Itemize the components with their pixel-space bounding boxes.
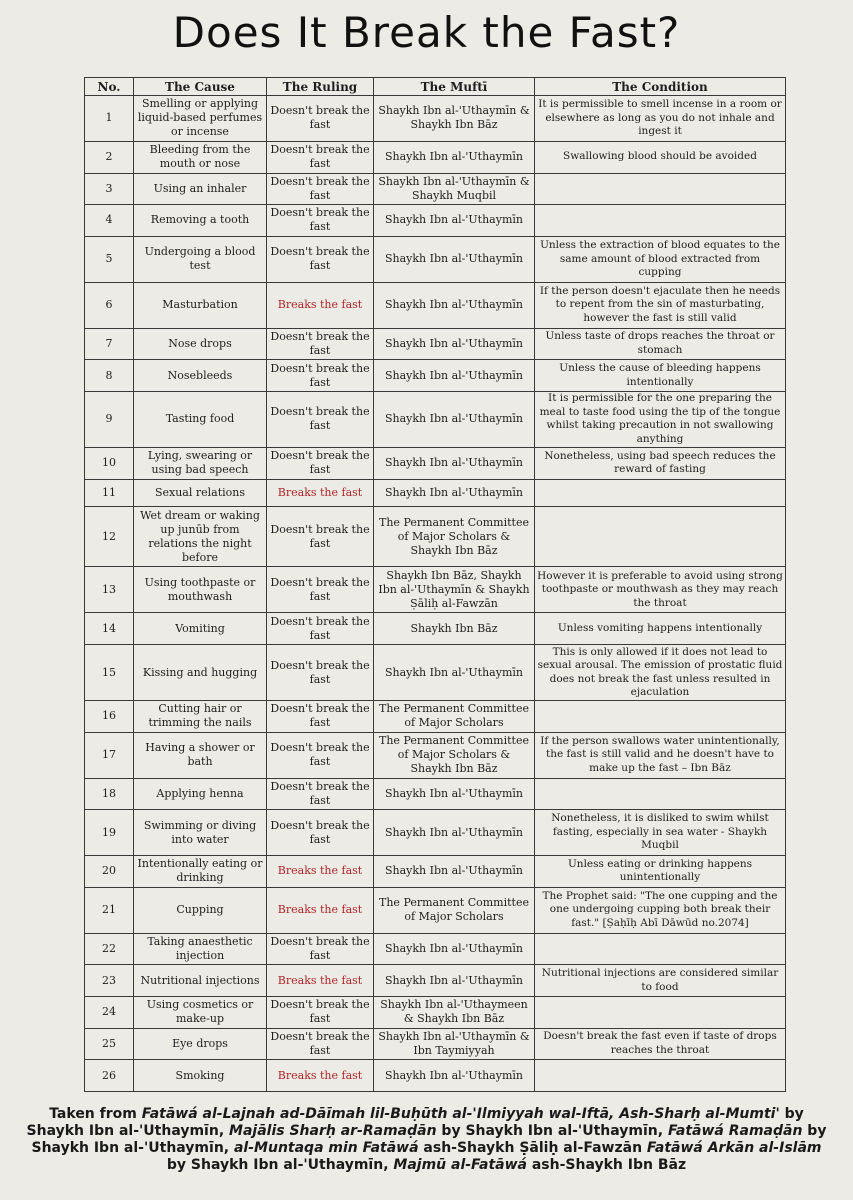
mufti-cell: Shaykh Ibn al-'Uthaymīn — [374, 644, 535, 700]
condition-cell: The Prophet said: "The one cupping and the one undergoing cupping both break their fast." [Ṣaḥīḥ Abī Dāwūd no.2074] — [535, 887, 786, 933]
condition-cell: If the person swallows water unintentionally, the fast is still valid and he doesn't have to make up the fast – Ibn Bāz — [535, 732, 786, 778]
row-number: 8 — [85, 360, 134, 392]
condition-cell: Unless the extraction of blood equates to the same amount of blood extracted from cupping — [535, 236, 786, 282]
header-ruling: The Ruling — [267, 78, 374, 96]
cause-cell: Masturbation — [134, 282, 267, 328]
cause-cell: Intentionally eating or drinking — [134, 856, 267, 888]
condition-cell: It is permissible to smell incense in a room or elsewhere as long as you do not inhale and ingest it — [535, 96, 786, 142]
mufti-cell: Shaykh Ibn al-'Uthaymīn — [374, 810, 535, 856]
row-number: 22 — [85, 933, 134, 965]
table-row — [85, 856, 786, 888]
ruling-cell: Doesn't break the fast — [267, 701, 374, 733]
citation-author: by Shaykh Ibn al-'Uthaymīn, — [166, 1157, 394, 1173]
cause-cell: Cutting hair or trimming the nails — [134, 701, 267, 733]
citation-source: Majmū al-Fatāwá — [393, 1157, 527, 1173]
cause-cell: Eye drops — [134, 1028, 267, 1060]
ruling-cell: Doesn't break the fast — [267, 933, 374, 965]
mufti-cell: Shaykh Ibn al-'Uthaymīn — [374, 391, 535, 447]
ruling-cell: Doesn't break the fast — [267, 328, 374, 360]
ruling-cell: Breaks the fast — [267, 282, 374, 328]
row-number: 14 — [85, 613, 134, 645]
condition-cell: Unless vomiting happens intentionally — [535, 613, 786, 645]
row-number: 17 — [85, 732, 134, 778]
mufti-cell: Shaykh Ibn al-'Uthaymīn — [374, 205, 535, 237]
condition-cell — [535, 996, 786, 1028]
table-row — [85, 778, 786, 810]
citation-author: ash-Shaykh Ṣāliḥ al-Fawzān — [418, 1140, 647, 1156]
condition-cell — [535, 933, 786, 965]
citation-author: by Shaykh Ibn al-'Uthaymīn, — [31, 1123, 827, 1156]
table-row — [85, 360, 786, 392]
table-header-row — [85, 78, 786, 96]
ruling-cell: Breaks the fast — [267, 965, 374, 997]
row-number: 5 — [85, 236, 134, 282]
ruling-cell: Breaks the fast — [267, 1060, 374, 1092]
source-citation — [20, 1106, 833, 1174]
row-number: 10 — [85, 448, 134, 480]
citation-author: by Shaykh Ibn al-'Uthaymīn, — [436, 1123, 668, 1139]
row-number: 21 — [85, 887, 134, 933]
ruling-cell: Doesn't break the fast — [267, 732, 374, 778]
header-mufti: The Muftī — [374, 78, 535, 96]
condition-cell: However it is preferable to avoid using strong toothpaste or mouthwash as they may reach the throat — [535, 567, 786, 613]
table-row — [85, 701, 786, 733]
cause-cell: Lying, swearing or using bad speech — [134, 448, 267, 480]
cause-cell: Taking anaesthetic injection — [134, 933, 267, 965]
row-number: 11 — [85, 479, 134, 507]
mufti-cell: Shaykh Ibn al-'Uthaymīn & Shaykh Muqbil — [374, 173, 535, 205]
mufti-cell: Shaykh Ibn al-'Uthaymīn — [374, 236, 535, 282]
citation-source: Fatāwá Ramaḍān — [667, 1123, 803, 1139]
cause-cell: Cupping — [134, 887, 267, 933]
row-number: 4 — [85, 205, 134, 237]
mufti-cell: The Permanent Committee of Major Scholars & Shaykh Ibn Bāz — [374, 507, 535, 567]
condition-cell — [535, 701, 786, 733]
condition-cell: This is only allowed if it does not lead to sexual arousal. The emission of prostatic fluid does not break the fast unless resulted in ejaculation — [535, 644, 786, 700]
ruling-cell: Doesn't break the fast — [267, 141, 374, 173]
citation-source: Majālis Sharḥ ar-Ramaḍān — [229, 1123, 437, 1139]
mufti-cell: Shaykh Ibn al-'Uthaymīn — [374, 282, 535, 328]
row-number: 1 — [85, 96, 134, 142]
mufti-cell: The Permanent Committee of Major Scholars & Shaykh Ibn Bāz — [374, 732, 535, 778]
row-number: 7 — [85, 328, 134, 360]
table-row — [85, 328, 786, 360]
mufti-cell: The Permanent Committee of Major Scholars — [374, 701, 535, 733]
condition-cell: Swallowing blood should be avoided — [535, 141, 786, 173]
header-no: No. — [85, 78, 134, 96]
condition-cell — [535, 778, 786, 810]
cause-cell: Using toothpaste or mouthwash — [134, 567, 267, 613]
condition-cell: If the person doesn't ejaculate then he needs to repent from the sin of masturbating, however the fast is still valid — [535, 282, 786, 328]
table-row — [85, 479, 786, 507]
ruling-cell: Doesn't break the fast — [267, 613, 374, 645]
row-number: 20 — [85, 856, 134, 888]
citation-author: by Shaykh Ibn al-'Uthaymīn, — [26, 1106, 804, 1139]
rulings-table — [84, 77, 786, 1092]
citation-source: al-Muntaqa min Fatāwá — [233, 1140, 419, 1156]
mufti-cell: Shaykh Ibn al-'Uthaymīn — [374, 141, 535, 173]
cause-cell: Using an inhaler — [134, 173, 267, 205]
row-number: 23 — [85, 965, 134, 997]
table-row — [85, 567, 786, 613]
table-row — [85, 613, 786, 645]
cause-cell: Nose drops — [134, 328, 267, 360]
mufti-cell: Shaykh Ibn al-'Uthaymīn & Ibn Taymiyyah — [374, 1028, 535, 1060]
ruling-cell: Breaks the fast — [267, 887, 374, 933]
mufti-cell: Shaykh Ibn al-'Uthaymīn — [374, 360, 535, 392]
mufti-cell: The Permanent Committee of Major Scholars — [374, 887, 535, 933]
condition-cell: Nonetheless, it is disliked to swim whilst fasting, especially in sea water - Shaykh Muqbil — [535, 810, 786, 856]
condition-cell: Unless the cause of bleeding happens intentionally — [535, 360, 786, 392]
citation-prefix: Taken from — [49, 1106, 142, 1122]
row-number: 9 — [85, 391, 134, 447]
table-row — [85, 507, 786, 567]
row-number: 3 — [85, 173, 134, 205]
cause-cell: Smelling or applying liquid-based perfumes or incense — [134, 96, 267, 142]
row-number: 13 — [85, 567, 134, 613]
row-number: 2 — [85, 141, 134, 173]
ruling-cell: Doesn't break the fast — [267, 644, 374, 700]
ruling-cell: Breaks the fast — [267, 479, 374, 507]
condition-cell: Doesn't break the fast even if taste of drops reaches the throat — [535, 1028, 786, 1060]
cause-cell: Nosebleeds — [134, 360, 267, 392]
condition-cell — [535, 507, 786, 567]
cause-cell: Using cosmetics or make-up — [134, 996, 267, 1028]
ruling-cell: Doesn't break the fast — [267, 778, 374, 810]
condition-cell: Unless taste of drops reaches the throat or stomach — [535, 328, 786, 360]
mufti-cell: Shaykh Ibn al-'Uthaymīn — [374, 965, 535, 997]
row-number: 6 — [85, 282, 134, 328]
cause-cell: Tasting food — [134, 391, 267, 447]
condition-cell — [535, 479, 786, 507]
table-row — [85, 965, 786, 997]
condition-cell: Nonetheless, using bad speech reduces the reward of fasting — [535, 448, 786, 480]
ruling-cell: Doesn't break the fast — [267, 567, 374, 613]
row-number: 12 — [85, 507, 134, 567]
table-row — [85, 933, 786, 965]
citation-source: Fatāwá Arkān al-Islām — [646, 1140, 822, 1156]
ruling-cell: Doesn't break the fast — [267, 205, 374, 237]
table-row — [85, 96, 786, 142]
cause-cell: Bleeding from the mouth or nose — [134, 141, 267, 173]
header-condition: The Condition — [535, 78, 786, 96]
ruling-cell: Doesn't break the fast — [267, 1028, 374, 1060]
table-row — [85, 173, 786, 205]
mufti-cell: Shaykh Ibn al-'Uthaymīn & Shaykh Ibn Bāz — [374, 96, 535, 142]
table-row — [85, 1060, 786, 1092]
table-row — [85, 391, 786, 447]
ruling-cell: Doesn't break the fast — [267, 96, 374, 142]
condition-cell — [535, 1060, 786, 1092]
row-number: 19 — [85, 810, 134, 856]
cause-cell: Removing a tooth — [134, 205, 267, 237]
table-row — [85, 236, 786, 282]
condition-cell — [535, 173, 786, 205]
table-row — [85, 887, 786, 933]
mufti-cell: Shaykh Ibn al-'Uthaymīn — [374, 778, 535, 810]
mufti-cell: Shaykh Ibn Bāz, Shaykh Ibn al-'Uthaymīn & Shaykh Ṣāliḥ al-Fawzān — [374, 567, 535, 613]
cause-cell: Swimming or diving into water — [134, 810, 267, 856]
cause-cell: Nutritional injections — [134, 965, 267, 997]
table-body — [85, 96, 786, 1092]
ruling-cell: Breaks the fast — [267, 856, 374, 888]
mufti-cell: Shaykh Ibn al-'Uthaymīn — [374, 1060, 535, 1092]
cause-cell: Kissing and hugging — [134, 644, 267, 700]
row-number: 15 — [85, 644, 134, 700]
condition-cell: Nutritional injections are considered similar to food — [535, 965, 786, 997]
mufti-cell: Shaykh Ibn al-'Uthaymīn — [374, 448, 535, 480]
table-row — [85, 996, 786, 1028]
citation-author: ash-Shaykh Ibn Bāz — [526, 1157, 687, 1173]
table-row — [85, 141, 786, 173]
ruling-cell: Doesn't break the fast — [267, 173, 374, 205]
ruling-cell: Doesn't break the fast — [267, 236, 374, 282]
table-row — [85, 448, 786, 480]
page-title: Does It Break the Fast? — [172, 8, 681, 57]
cause-cell: Sexual relations — [134, 479, 267, 507]
mufti-cell: Shaykh Ibn Bāz — [374, 613, 535, 645]
cause-cell: Wet dream or waking up junūb from relations the night before — [134, 507, 267, 567]
table-row — [85, 205, 786, 237]
condition-cell: Unless eating or drinking happens unintentionally — [535, 856, 786, 888]
condition-cell: It is permissible for the one preparing the meal to taste food using the tip of the tongue whilst taking precaution in not swallowing anything — [535, 391, 786, 447]
ruling-cell: Doesn't break the fast — [267, 810, 374, 856]
ruling-cell: Doesn't break the fast — [267, 996, 374, 1028]
cause-cell: Undergoing a blood test — [134, 236, 267, 282]
cause-cell: Applying henna — [134, 778, 267, 810]
mufti-cell: Shaykh Ibn al-'Uthaymīn — [374, 856, 535, 888]
row-number: 25 — [85, 1028, 134, 1060]
mufti-cell: Shaykh Ibn al-'Uthaymīn — [374, 328, 535, 360]
row-number: 16 — [85, 701, 134, 733]
header-cause: The Cause — [134, 78, 267, 96]
table-row — [85, 810, 786, 856]
mufti-cell: Shaykh Ibn al-'Uthaymīn — [374, 479, 535, 507]
cause-cell: Vomiting — [134, 613, 267, 645]
ruling-cell: Doesn't break the fast — [267, 360, 374, 392]
cause-cell: Having a shower or bath — [134, 732, 267, 778]
condition-cell — [535, 205, 786, 237]
table-row — [85, 732, 786, 778]
row-number: 24 — [85, 996, 134, 1028]
ruling-cell: Doesn't break the fast — [267, 448, 374, 480]
cause-cell: Smoking — [134, 1060, 267, 1092]
ruling-cell: Doesn't break the fast — [267, 507, 374, 567]
mufti-cell: Shaykh Ibn al-'Uthaymīn — [374, 933, 535, 965]
ruling-cell: Doesn't break the fast — [267, 391, 374, 447]
row-number: 26 — [85, 1060, 134, 1092]
table-row — [85, 644, 786, 700]
table-row — [85, 282, 786, 328]
row-number: 18 — [85, 778, 134, 810]
mufti-cell: Shaykh Ibn al-'Uthaymeen & Shaykh Ibn Bāz — [374, 996, 535, 1028]
table-row — [85, 1028, 786, 1060]
citation-source: Fatāwá al-Lajnah ad-Dāīmah lil-Buḥūth al-'Ilmiyyah wal-Iftā, Ash-Sharḥ al-Mumti' — [141, 1106, 780, 1122]
